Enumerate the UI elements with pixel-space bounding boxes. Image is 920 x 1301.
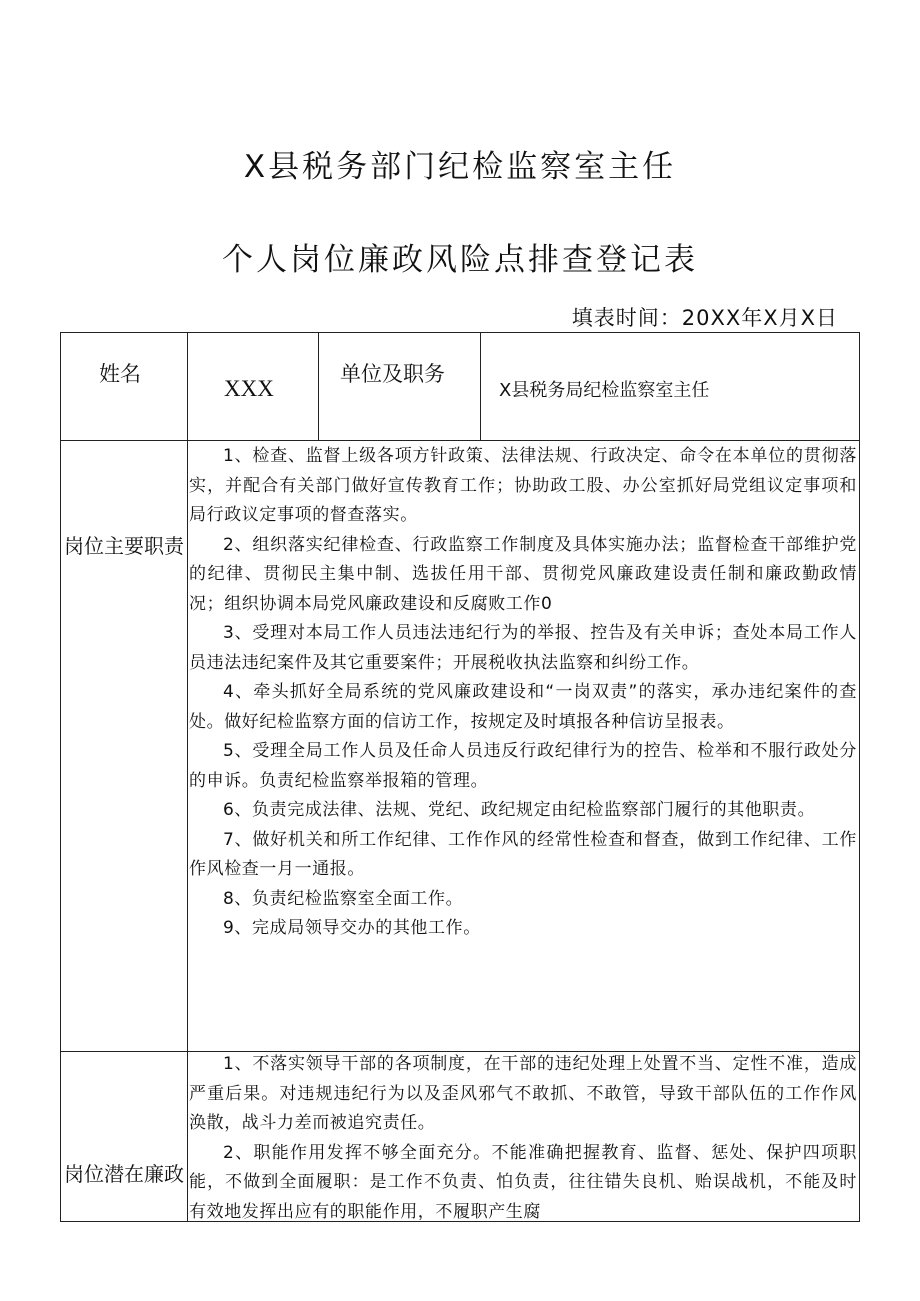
page-title: X县税务部门纪检监察室主任 — [243, 149, 677, 185]
risks-list — [189, 1050, 857, 1220]
list-item: 4、牵头抓好全局系统的党风廉政建设和“一岗双责”的落实，承办违纪案件的查处。做好纪检监察方面的信访工作，按规定及时填报各种信访呈报表。 — [189, 682, 857, 732]
page-subtitle: 个人岗位廉政风险点排查登记表 — [222, 242, 698, 278]
name-value: XXX — [224, 376, 274, 401]
table-divider — [480, 333, 481, 441]
list-item: 9、完成局领导交办的其他工作。 — [223, 918, 481, 938]
list-item: 2、组织落实纪律检查、行政监察工作制度及具体实施办法；监督检查干部维护党的纪律、贯彻民主集中制、选拔任用干部、贯彻党风廉政建设责任制和廉政勤政情况；组织协调本局党风廉政建设和反腐败工作0 — [189, 534, 857, 614]
list-item: 5、受理全局工作人员及任命人员违反行政纪律行为的控告、检举和不服行政处分的申诉。负责纪检监察举报箱的管理。 — [189, 741, 857, 791]
table-divider — [187, 333, 188, 1221]
duties-list — [189, 442, 857, 944]
fill-date: 填表时间：20XX年X月X日 — [571, 306, 838, 330]
unit-value: X县税务局纪检监察室主任 — [499, 380, 710, 401]
table-divider — [318, 333, 319, 441]
list-item: 1、不落实领导干部的各项制度，在干部的违纪处理上处置不当、定性不准，造成严重后果。对违规违纪行为以及歪风邪气不敢抓、不敢管，导致干部队伍的工作作风涣散，战斗力差而被追究责任。 — [189, 1054, 857, 1133]
list-item: 7、做好机关和所工作纪律、工作作风的经常性检查和督查，做到工作纪律、工作作风检查一月一通报。 — [189, 829, 857, 879]
duties-label: 岗位主要职责 — [64, 534, 184, 558]
risks-label: 岗位潜在廉政 — [64, 1162, 184, 1186]
unit-label: 单位及职务 — [340, 362, 445, 386]
list-item: 6、负责完成法律、法规、党纪、政纪规定由纪检监察部门履行的其他职责。 — [223, 800, 816, 820]
list-item: 1、检查、监督上级各项方针政策、法律法规、行政决定、命令在本单位的贯彻落实，并配合有关部门做好宣传教育工作；协助政工股、办公室抓好局党组议定事项和局行政议定事项的督查落实。 — [189, 446, 857, 525]
name-label: 姓名 — [99, 362, 141, 386]
list-item: 3、受理对本局工作人员违法违纪行为的举报、控告及有关申诉；查处本局工作人员违法违纪案件及其它重要案件；开展税收执法监察和纠纷工作。 — [189, 623, 857, 673]
list-item: 8、负责纪检监察室全面工作。 — [223, 888, 464, 909]
table-divider — [61, 440, 859, 441]
list-item: 2、职能作用发挥不够全面充分。不能准确把握教育、监督、惩处、保护四项职能，不做到全面履职：是工作不负责、怕负责，往往错失良机、贻误战机，不能及时有效地发挥出应有的职能作用，不履职产生腐 — [189, 1142, 857, 1220]
